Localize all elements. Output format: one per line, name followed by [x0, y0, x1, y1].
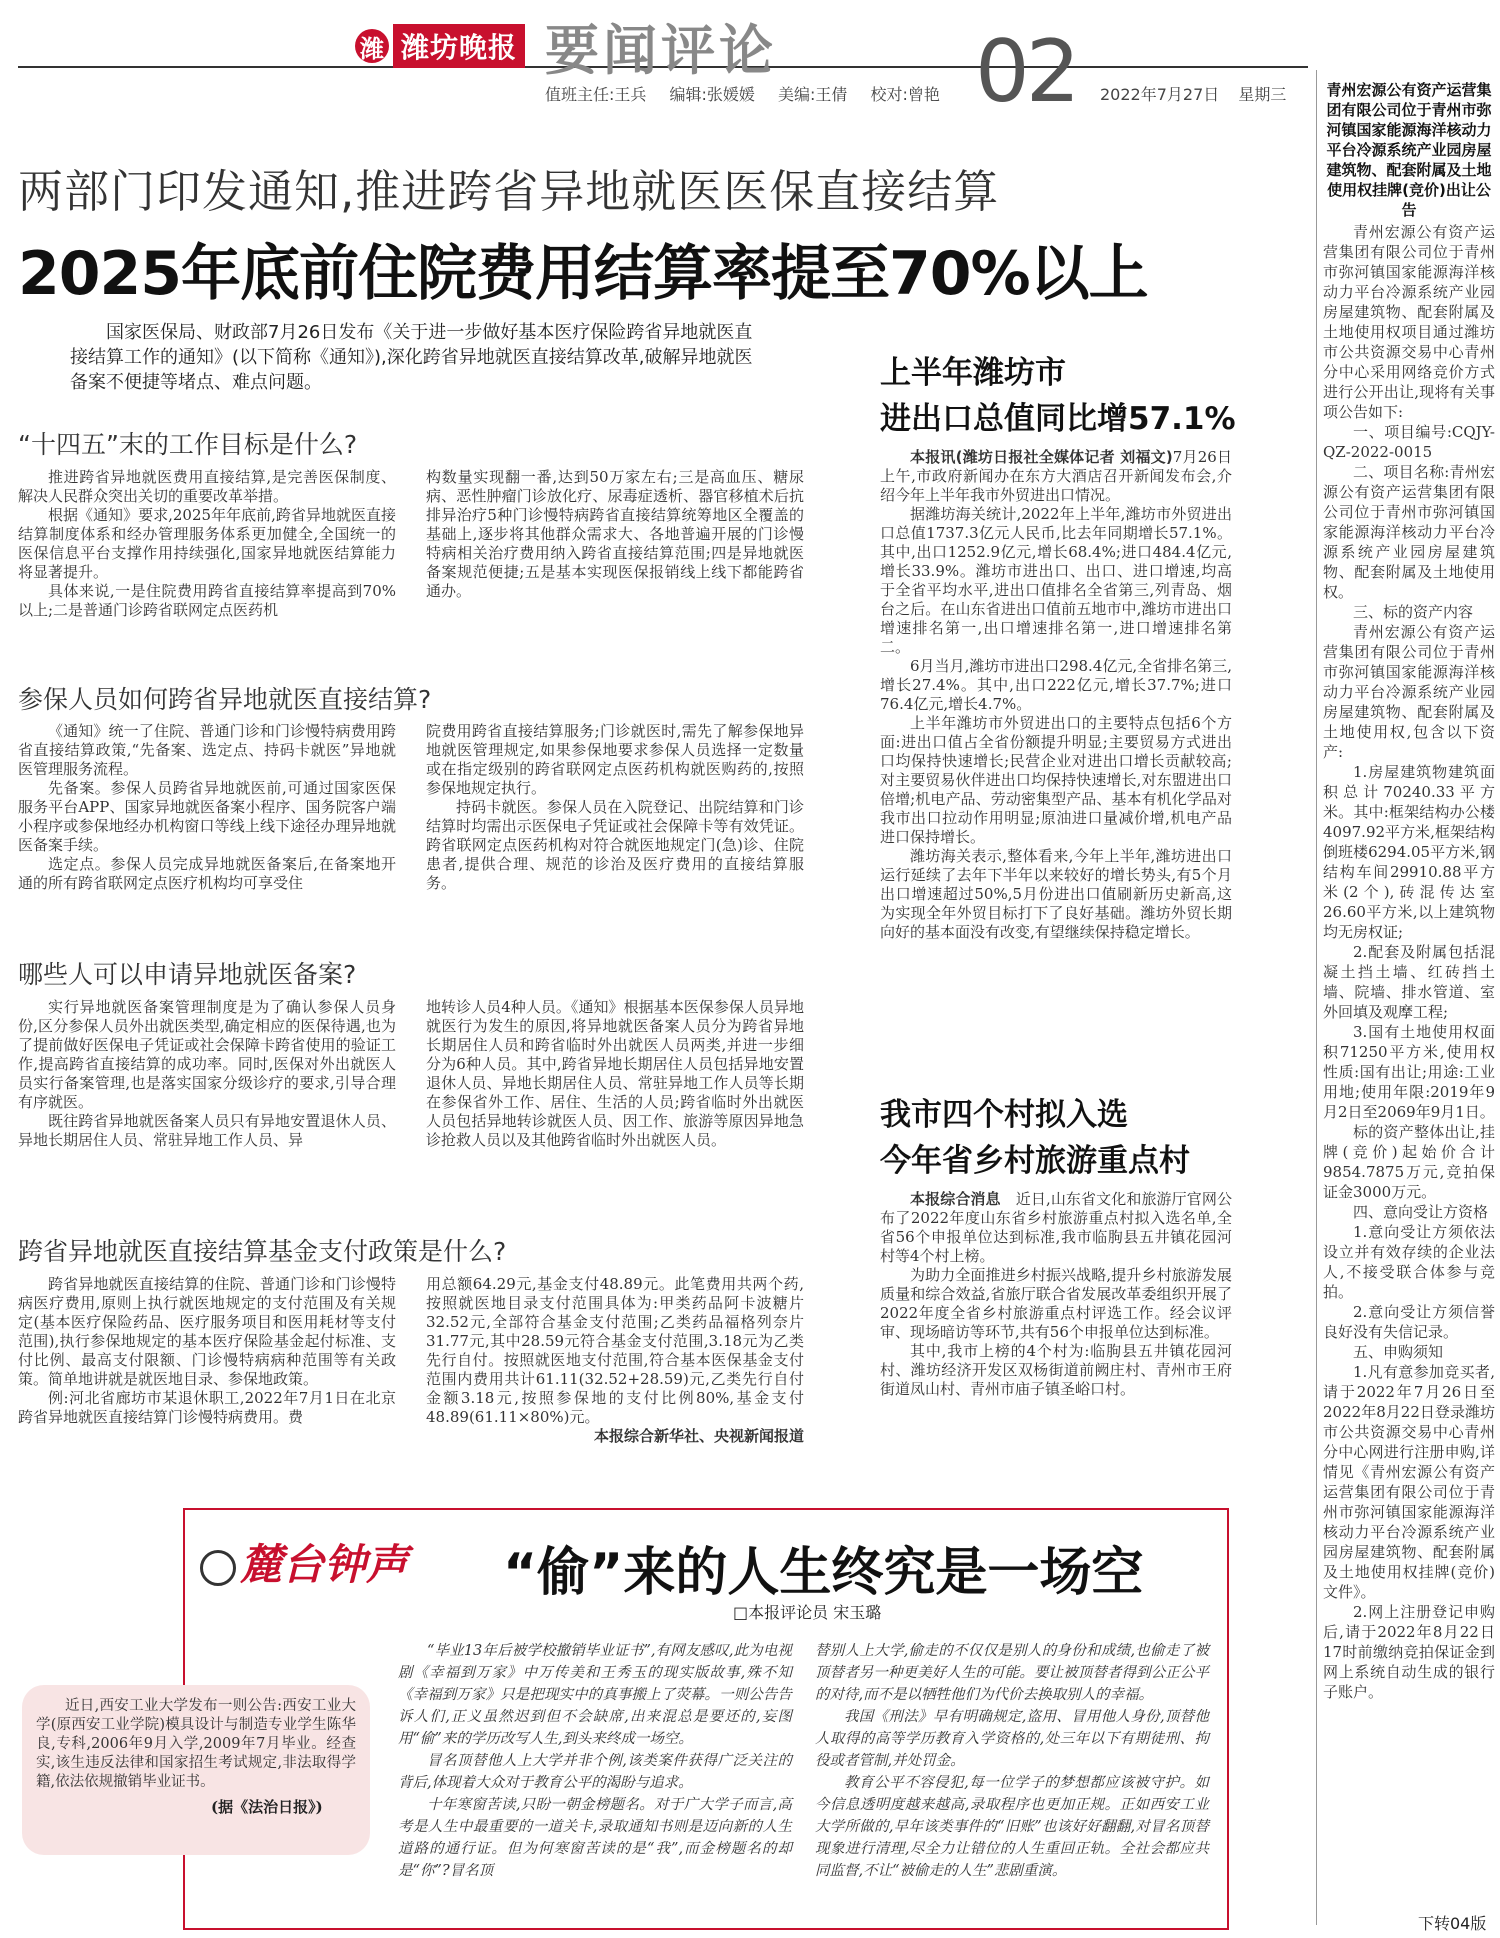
section-heading: 参保人员如何跨省异地就医直接结算?	[18, 685, 432, 714]
paragraph: 1.意向受让方须依法设立并有效存续的企业法人,不接受联合体参与竞拍。	[1323, 1223, 1495, 1301]
paper-logo	[355, 24, 525, 68]
paragraph: 青州宏源公有资产运营集团有限公司位于青州市弥河镇国家能源海洋核动力平台冷源系统产业园房屋建筑物、配套附属及土地使用权项目通过潍坊市公共资源交易中心青州分中心采用网络竞价方式进行公开出让,现将有关事项公告如下:	[1323, 223, 1495, 421]
paragraph: 二、项目名称:青州宏源公有资产运营集团有限公司位于青州市弥河镇国家能源海洋核动力平台冷源系统产业园房屋建筑物、配套附属及土地使用权。	[1323, 463, 1495, 601]
opinion-col	[398, 1640, 792, 1882]
editor-credit: 美编:王倩	[778, 85, 848, 104]
paragraph: 院费用跨省直接结算服务;门诊就医时,需先了解参保地异地就医管理规定,如果参保地要求参保人员选择一定数量或在指定级别的跨省联网定点医药机构就医购药的,按照参保地规定执行。	[426, 722, 804, 797]
paragraph: 先备案。参保人员跨省异地就医前,可通过国家医保服务平台APP、国家异地就医备案小程序、国务院客户端小程序或参保地经办机构窗口等线上线下途径办理异地就医备案手续。	[18, 779, 396, 854]
headline-line: 我市四个村拟入选	[880, 1097, 1128, 1133]
paragraph: 一、项目编号:CQJY-QZ-2022-0015	[1323, 423, 1495, 461]
headline-line: 进出口总值同比增57.1%	[880, 401, 1236, 437]
section-col	[18, 722, 396, 893]
column-logo	[200, 1532, 408, 1592]
paragraph: 构数量实现翻一番,达到50万家左右;三是高血压、糖尿病、恶性肿瘤门诊放化疗、尿毒症透析、器官移植术后抗排异治疗5种门诊慢特病跨省直接结算统筹地区全覆盖的基础上,逐步将其他群众需求大、各地普遍开展的门诊慢特病相关治疗费用纳入跨省直接结算范围;四是异地就医备案规范便捷;五是基本实现医保报销线上线下都能跨省通办。	[426, 468, 804, 600]
paragraph: 潍坊海关表示,整体看来,今年上半年,潍坊进出口运行延续了去年下半年以来较好的增长势头,有5个月出口增速超过50%,5月份进出口值刷新历史新高,这为实现全年外贸目标打下了良好基础。潍坊外贸长期向好的基本面没有改变,有望继续保持稳定增长。	[880, 847, 1232, 941]
paragraph: 其中,我市上榜的4个村为:临朐县五井镇花园河村、潍坊经济开发区双杨街道前阙庄村、青州市王府街道凤山村、青州市庙子镇圣峪口村。	[880, 1342, 1232, 1398]
notice-title: 青州宏源公有资产运营集团有限公司位于青州市弥河镇国家能源海洋核动力平台冷源系统产业园房屋建筑物、配套附属及土地使用权挂牌(竞价)出让公告	[1326, 81, 1492, 219]
main-lead: 国家医保局、财政部7月26日发布《关于进一步做好基本医疗保险跨省异地就医直接结算工作的通知》(以下简称《通知》),深化跨省异地就医直接结算改革,破解异地就医备案不便捷等堵点、难点问题。	[70, 322, 753, 393]
paragraph: 2.网上注册登记申购后,请于2022年8月22日17时前缴纳竞拍保证金到网上系统自动生成的银行子账户。	[1323, 1603, 1495, 1701]
continued-notice: 下转04版	[1418, 1914, 1487, 1933]
section-col	[426, 998, 804, 1150]
paragraph-text: 近日,山东省文化和旅游厅官网公布了2022年度山东省乡村旅游重点村拟入选名单,全省56个申报单位达到标准,我市临朐县五井镇花园河村等4个村上榜。	[880, 1190, 1232, 1265]
paragraph: 具体来说,一是住院费用跨省直接结算率提高到70%以上;二是普通门诊跨省联网定点医药机	[18, 582, 396, 619]
paragraph: 跨省异地就医直接结算的住院、普通门诊和门诊慢特病医疗费用,原则上执行就医地规定的支付范围及有关规定(基本医疗保险药品、医疗服务项目和医用耗材等支付范围),执行参保地规定的基本医疗保险基金起付标准、支付比例、最高支付限额、门诊慢特病病种范围等有关政策。简单地讲就是就医地目录、参保地政策。	[18, 1275, 396, 1388]
logo-icon: 潍	[355, 29, 389, 63]
editor-credits	[545, 82, 958, 105]
paragraph: 据潍坊海关统计,2022年上半年,潍坊市外贸进出口总值1737.3亿元人民币,比去年同期增长57.1%。其中,出口1252.9亿元,增长68.4%;进口484.4亿元,增长33.9%。潍坊市进出口、出口、进口增速,均高于全省平均水平,进出口值排名全省第三,列青岛、烟台之后。在山东省进出口值前五地市中,潍坊市进出口增速排名第一,出口增速排名第一,进口增速排名第二。	[880, 505, 1232, 656]
paragraph-text: 7月26日上午,市政府新闻办在东方大酒店召开新闻发布会,介绍今年上半年我市外贸进出口情况。	[880, 448, 1232, 504]
paragraph	[880, 1190, 1232, 1266]
opinion-title: “偷”来的人生终究是一场空	[503, 1543, 1144, 1603]
section-heading: 哪些人可以申请异地就医备案?	[18, 960, 357, 989]
trade-headline	[880, 350, 1236, 442]
paragraph: 根据《通知》要求,2025年年底前,跨省异地就医直接结算制度体系和经办管理服务体系更加健全,全国统一的医保信息平台支撑作用持续强化,国家异地就医结算能力将显著提升。	[18, 506, 396, 581]
editor-credit: 校对:曾艳	[870, 85, 940, 104]
quote-bubble	[22, 1685, 370, 1855]
paragraph: 持码卡就医。参保人员在入院登记、出院结算和门诊结算时均需出示医保电子凭证或社会保障卡等有效凭证。跨省联网定点医药机构对符合就医地规定门(急)诊、住院患者,提供合理、规范的诊治及医疗费用的直接结算服务。	[426, 798, 804, 892]
date-text: 2022年7月27日	[1100, 85, 1220, 104]
paragraph: 十年寒窗苦读,只盼一朝金榜题名。对于广大学子而言,高考是人生中最重要的一道关卡,录取通知书则是迈向新的人生道路的通行证。但为何寒窗苦读的是“我”,而金榜题名的却是“你”?冒名顶	[398, 1797, 792, 1879]
paragraph: 1.凡有意参加竞买者,请于2022年7月26日至2022年8月22日登录潍坊市公共资源交易中心青州分中心网进行注册申购,详情见《青州宏源公有资产运营集团有限公司位于青州市弥河镇国家能源海洋核动力平台冷源系统产业园房屋建筑物、配套附属及土地使用权挂牌(竞价)文件》。	[1323, 1363, 1495, 1601]
headline-line: 上半年潍坊市	[880, 355, 1066, 391]
bell-icon	[200, 1550, 236, 1586]
opinion-col	[815, 1640, 1209, 1882]
paragraph: 上半年潍坊市外贸进出口的主要特点包括6个方面:进出口值占全省份额提升明显;主要贸易方式进出口均保持快速增长;民营企业对进出口增长贡献较高;对主要贸易伙伴进出口均保持快速增长,对东盟进出口倍增;机电产品、劳动密集型产品、基本有机化学品对我市出口拉动作用明显;原油进口量减价增,机电产品进口保持增长。	[880, 714, 1232, 846]
paragraph: 选定点。参保人员完成异地就医备案后,在备案地开通的所有跨省联网定点医疗机构均可享受住	[18, 855, 396, 892]
paragraph: 2.配套及附属包括混凝土挡土墙、红砖挡土墙、院墙、排水管道、室外回填及观摩工程;	[1323, 943, 1495, 1021]
section-col	[18, 468, 396, 620]
quote-text: 近日,西安工业大学发布一则公告:西安工业大学(原西安工业学院)模具设计与制造专业学生陈华良,专科,2006年9月入学,2009年7月毕业。经查实,该生违反法律和国家招生考试规定,非法取得学籍,依法依规撤销毕业证书。	[36, 1698, 356, 1790]
paragraph: 五、申购须知	[1353, 1343, 1444, 1361]
section-col	[426, 722, 804, 893]
dateline: 本报综合消息	[910, 1190, 1001, 1208]
paragraph: 我国《刑法》早有明确规定,盗用、冒用他人身份,顶替他人取得的高等学历教育入学资格的,处三年以下有期徒刑、拘役或者管制,并处罚金。	[815, 1709, 1209, 1769]
section-name: 要闻评论	[545, 19, 777, 82]
trade-body	[880, 448, 1232, 942]
source-credit: 本报综合新华社、央视新闻报道	[593, 1427, 804, 1445]
paragraph: 四、意向受让方资格	[1353, 1203, 1489, 1221]
paragraph: 替别人上大学,偷走的不仅仅是别人的身份和成绩,也偷走了被顶替者另一种更美好人生的可能。要让被顶替者得到公正公平的对待,而不是以牺牲他们为代价去换取别人的幸福。	[815, 1643, 1209, 1703]
paragraph: 《通知》统一了住院、普通门诊和门诊慢特病费用跨省直接结算政策,“先备案、选定点、持码卡就医”异地就医管理服务流程。	[18, 722, 396, 778]
main-headline: 2025年底前住院费用结算率提至70%以上	[18, 239, 1148, 309]
paragraph: 教育公平不容侵犯,每一位学子的梦想都应该被守护。如今信息透明度越来越高,录取程序也更加正规。正如西安工业大学所做的,早年该类事件的“旧账”也该好好翻翻,对冒名顶替现象进行清理,尽全力让错位的人生重回正轨。全社会都应共同监督,不让“被偷走的人生”悲剧重演。	[815, 1775, 1209, 1879]
section-col	[426, 468, 804, 601]
quote-source: (据《法治日报》)	[211, 1798, 323, 1816]
column-name: 麓台钟声	[240, 1540, 409, 1589]
opinion-byline: □本报评论员 宋玉璐	[733, 1603, 882, 1622]
weekday-text: 星期三	[1238, 85, 1287, 104]
paragraph	[880, 448, 1232, 505]
dateline: 本报讯(潍坊日报社全媒体记者 刘福文)	[910, 448, 1173, 466]
sidebar-divider	[1316, 70, 1317, 1925]
paragraph: 冒名顶替他人上大学并非个例,该类案件获得广泛关注的背后,体现着大众对于教育公平的渴盼与追求。	[398, 1753, 792, 1791]
paragraph: 用总额64.29元,基金支付48.89元。此笔费用共两个药,按照就医地目录支付范围具体为:甲类药品阿卡波糖片32.52元,全部符合基金支付范围;乙类药品福格列奈片31.77元,其中28.59元符合基金支付范围,3.18元为乙类先行自付。按照就医地支付范围,符合基本医保基金支付范围内费用共计61.11(32.52+28.59)元,乙类先行自付金额3.18元,按照参保地的支付比例80%,基金支付48.89(61.11×80%)元。	[426, 1275, 804, 1426]
paragraph: 既往跨省异地就医备案人员只有异地安置退休人员、异地长期居住人员、常驻异地工作人员、异	[18, 1112, 396, 1149]
page-number: 02	[975, 22, 1077, 122]
paragraph: 推进跨省异地就医费用直接结算,是完善医保制度、解决人民群众突出关切的重要改革举措。	[18, 468, 396, 505]
issue-date	[1100, 82, 1300, 105]
main-kicker: 两部门印发通知,推进跨省异地就医医保直接结算	[18, 165, 1000, 218]
villages-headline	[880, 1092, 1190, 1184]
headline-line: 今年省乡村旅游重点村	[880, 1143, 1190, 1179]
paragraph: 3.国有土地使用权面积71250平方米,使用权性质:国有出让;用途:工业用地;使用年限:2019年9月2日至2069年9月1日。	[1323, 1023, 1495, 1121]
editor-credit: 值班主任:王兵	[545, 85, 647, 104]
paragraph: 实行异地就医备案管理制度是为了确认参保人员身份,区分参保人员外出就医类型,确定相应的医保待遇,也为了提前做好医保电子凭证或社会保障卡跨省使用的验证工作,提高跨省直接结算的成功率。同时,医保对外出就医人员实行备案管理,也是落实国家分级诊疗的要求,引导合理有序就医。	[18, 998, 396, 1111]
paragraph: 地转诊人员4种人员。《通知》根据基本医保参保人员异地就医行为发生的原因,将异地就医备案人员分为跨省异地长期居住人员和跨省临时外出就医人员两类,并进一步细分为6种人员。其中,跨省异地长期居住人员包括异地安置退休人员、异地长期居住人员、常驻异地工作人员等长期在参保省外工作、居住、生活的人员;跨省临时外出就医人员包括异地转诊就医人员、因工作、旅游等原因异地急诊抢救人员以及其他跨省临时外出就医人员。	[426, 998, 804, 1149]
section-heading: “十四五”末的工作目标是什么?	[18, 430, 358, 459]
section-col	[18, 998, 396, 1150]
paragraph: 青州宏源公有资产运营集团有限公司位于青州市弥河镇国家能源海洋核动力平台冷源系统产业园房屋建筑物、配套附属及土地使用权,包含以下资产:	[1323, 623, 1495, 761]
villages-body	[880, 1190, 1232, 1399]
paragraph: 三、标的资产内容	[1353, 603, 1474, 621]
paper-name: 潍坊晚报	[393, 24, 525, 68]
paragraph: 例:河北省廊坊市某退休职工,2022年7月1日在北京跨省异地就医直接结算门诊慢特病费用。费	[18, 1389, 396, 1426]
section-col	[18, 1275, 396, 1427]
paragraph: 为助力全面推进乡村振兴战略,提升乡村旅游发展质量和综合效益,省旅厅联合省发展改革委组织开展了2022年度全省乡村旅游重点村评选工作。经会议评审、现场暗访等环节,共有56个申报单位达到标准。	[880, 1266, 1232, 1341]
paragraph: “毕业13年后被学校撤销毕业证书”,有网友感叹,此为电视剧《幸福到万家》中万传美和王秀玉的现实版故事,殊不知《幸福到万家》只是把现实中的真事搬上了荧幕。一则公告告诉人们,正义虽然迟到但不会缺席,出来混总是要还的,妄图用“偷”来的学历改写人生,到头来终成一场空。	[398, 1643, 792, 1747]
section-col	[426, 1275, 804, 1446]
paragraph: 6月当月,潍坊市进出口298.4亿元,全省排名第三,增长27.4%。其中,出口222亿元,增长37.7%;进口76.4亿元,增长4.7%。	[880, 657, 1232, 713]
paragraph: 标的资产整体出让,挂牌(竞价)起始价合计9854.7875万元,竞拍保证金3000万元。	[1323, 1123, 1495, 1201]
section-heading: 跨省异地就医直接结算基金支付政策是什么?	[18, 1237, 507, 1266]
editor-credit: 编辑:张媛媛	[669, 85, 755, 104]
notice-body	[1323, 222, 1495, 1702]
paragraph: 1.房屋建筑物建筑面积总计70240.33平方米。其中:框架结构办公楼4097.92平方米,框架结构倒班楼6294.05平方米,钢结构车间29910.88平方米(2个),砖混传达室26.60平方米,以上建筑物均无房权证;	[1323, 763, 1495, 941]
paragraph: 2.意向受让方须信誉良好没有失信记录。	[1323, 1303, 1495, 1341]
